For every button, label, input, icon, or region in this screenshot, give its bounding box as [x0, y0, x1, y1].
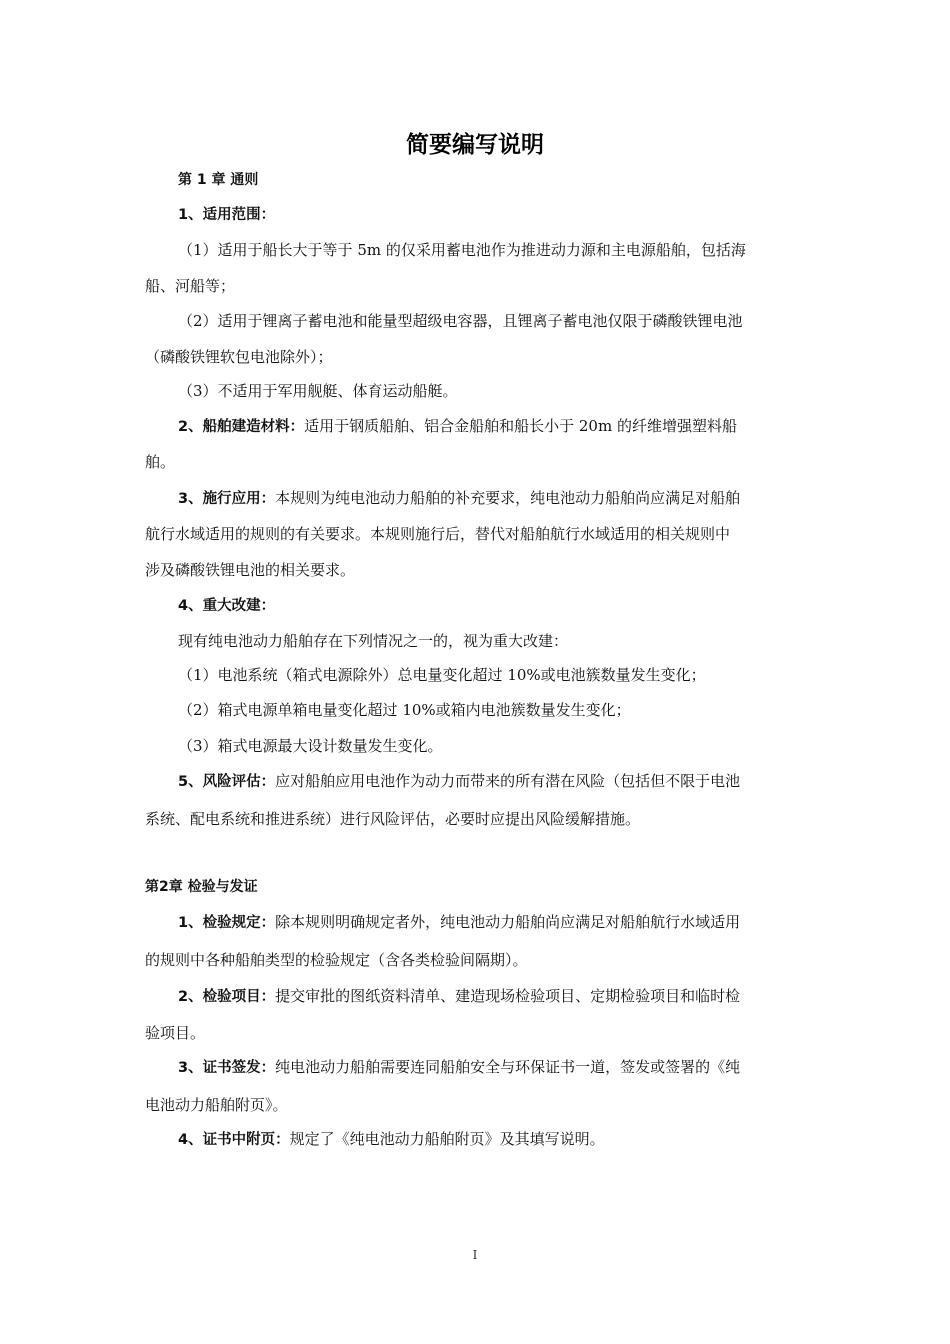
ch1-s1-item-1-line-1: （1）适用于船长大于等于 5m 的仅采用蓄电池作为推进动力源和主电源船舶，包括海: [178, 241, 746, 259]
ch1-section-3-line-2: 航行水域适用的规则的有关要求。本规则施行后，替代对船舶航行水域适用的相关规则中: [145, 525, 731, 543]
ch1-section-3-line-3: 涉及磷酸铁锂电池的相关要求。: [145, 561, 356, 579]
ch2-section-1-line-2: 的规则中各种船舶类型的检验规定（含各类检验间隔期）。: [145, 951, 528, 969]
ch1-s1-item-2-line-1: （2）适用于锂离子蓄电池和能量型超级电容器，且锂离子蓄电池仅限于磷酸铁锂电池: [178, 312, 743, 330]
ch1-s4-item-2: （2）箱式电源单箱电量变化超过 10%或箱内电池簇数量发生变化；: [178, 701, 631, 719]
ch2-section-4-text: 规定了《纯电池动力船舶附页》及其填写说明。: [289, 1130, 605, 1148]
ch1-section-2-line-1: [178, 416, 810, 436]
ch1-section-3-label: 3、施行应用：: [178, 491, 276, 507]
ch1-section-5-line-1: [178, 771, 810, 791]
ch1-s4-item-1: （1）电池系统（箱式电源除外）总电量变化超过 10%或电池簇数量发生变化；: [178, 666, 706, 684]
ch2-section-2-line-1: [178, 986, 810, 1006]
ch1-section-2-line-2: 舶。: [145, 453, 176, 471]
ch1-s4-item-3: （3）箱式电源最大设计数量发生变化。: [178, 737, 443, 755]
ch2-section-4-line-1: [178, 1129, 810, 1149]
ch2-section-1-text: 除本规则明确规定者外，纯电池动力船舶尚应满足对船舶航行水域适用: [275, 913, 741, 931]
ch2-section-3-line-1: [178, 1057, 810, 1077]
ch1-section-4-label: 4、重大改建：: [178, 598, 276, 614]
ch2-section-1-line-1: [178, 912, 810, 932]
ch1-s1-item-2-line-2: （磷酸铁锂软包电池除外）；: [145, 348, 333, 366]
document-title: 简要编写说明: [406, 132, 544, 158]
ch1-section-3-line-1: [178, 488, 810, 508]
ch1-section-5-text: 应对船舶应用电池作为动力而带来的所有潜在风险（包括但不限于电池: [275, 772, 741, 790]
ch1-section-5-label: 5、风险评估：: [178, 774, 276, 790]
ch1-section-5-line-2: 系统、配电系统和推进系统）进行风险评估，必要时应提出风险缓解措施。: [145, 810, 641, 828]
ch2-section-3-label: 3、证书签发：: [178, 1060, 276, 1076]
page-number: I: [472, 1248, 478, 1262]
ch1-section-3-text: 本规则为纯电池动力船舶的补充要求，纯电池动力船舶尚应满足对船舶: [275, 489, 741, 507]
ch2-section-3-line-2: 电池动力船舶附页》。: [145, 1096, 288, 1114]
ch2-section-4-label: 4、证书中附页：: [178, 1132, 290, 1148]
ch2-section-2-line-2: 验项目。: [145, 1024, 206, 1042]
ch1-s4-intro: 现有纯电池动力船舶存在下列情况之一的，视为重大改建：: [178, 632, 569, 650]
ch1-section-1-label: 1、适用范围：: [178, 207, 276, 223]
ch2-section-2-text: 提交审批的图纸资料清单、建造现场检验项目、定期检验项目和临时检: [275, 987, 741, 1005]
ch2-section-1-label: 1、检验规定：: [178, 915, 276, 931]
ch1-section-2-label: 2、船舶建造材料：: [178, 419, 305, 435]
ch2-section-2-label: 2、检验项目：: [178, 989, 276, 1005]
chapter-2-heading: 第2章 检验与发证: [145, 879, 258, 895]
ch1-s1-item-1-line-2: 船、河船等；: [145, 277, 236, 295]
ch2-section-3-text: 纯电池动力船舶需要连同船舶安全与环保证书一道，签发或签署的《纯: [275, 1058, 741, 1076]
ch1-section-2-text: 适用于钢质船舶、铝合金船舶和船长小于 20m 的纤维增强塑料船: [304, 417, 737, 435]
ch1-s1-item-3: （3）不适用于军用舰艇、体育运动船艇。: [178, 382, 458, 400]
chapter-1-heading: 第 1 章 通则: [178, 172, 259, 188]
